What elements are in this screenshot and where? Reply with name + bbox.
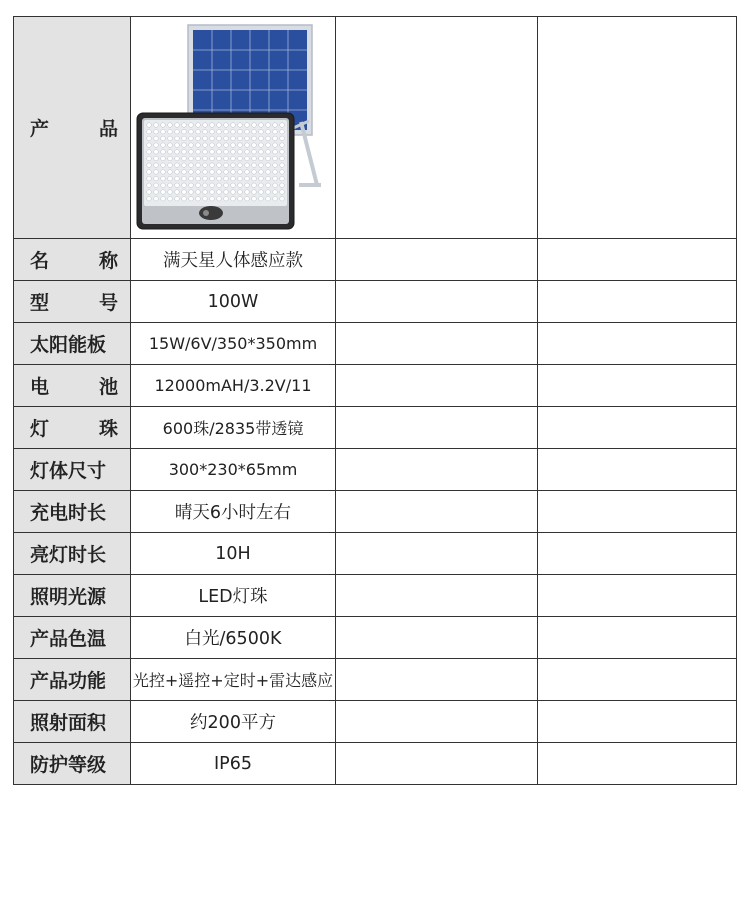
spec-value: 600珠/2835带透镜 xyxy=(131,407,336,449)
spec-value: 满天星人体感应款 xyxy=(131,239,336,281)
spec-label: 照射面积 xyxy=(30,712,107,734)
empty-cell xyxy=(336,491,538,533)
spec-label: 灯 珠 xyxy=(30,418,118,440)
empty-cell xyxy=(538,365,737,407)
label-cell xyxy=(14,617,131,659)
spec-label: 型 号 xyxy=(30,292,118,314)
label-cell xyxy=(14,701,131,743)
empty-cell xyxy=(538,617,737,659)
spec-row xyxy=(14,659,737,701)
empty-cell xyxy=(336,17,538,239)
empty-cell xyxy=(538,659,737,701)
spec-label: 充电时长 xyxy=(30,502,107,524)
empty-cell xyxy=(538,407,737,449)
spec-value: 15W/6V/350*350mm xyxy=(131,323,336,365)
spec-row xyxy=(14,449,737,491)
empty-cell xyxy=(336,365,538,407)
empty-cell xyxy=(336,701,538,743)
solar-flood-light-image xyxy=(131,17,336,238)
empty-cell xyxy=(538,701,737,743)
empty-cell xyxy=(538,239,737,281)
spec-row xyxy=(14,323,737,365)
empty-cell xyxy=(336,449,538,491)
empty-cell xyxy=(538,575,737,617)
label-cell xyxy=(14,365,131,407)
label-cell xyxy=(14,743,131,785)
label-cell xyxy=(14,407,131,449)
label-cell xyxy=(14,281,131,323)
label-cell xyxy=(14,17,131,239)
label-cell xyxy=(14,239,131,281)
empty-cell xyxy=(538,743,737,785)
spec-row xyxy=(14,365,737,407)
spec-value: LED灯珠 xyxy=(131,575,336,617)
spec-row xyxy=(14,281,737,323)
empty-cell xyxy=(538,491,737,533)
label-cell xyxy=(14,491,131,533)
spec-value: 光控+遥控+定时+雷达感应 xyxy=(131,659,336,701)
spec-value: 100W xyxy=(131,281,336,323)
spec-row xyxy=(14,701,737,743)
empty-cell xyxy=(336,533,538,575)
spec-row xyxy=(14,743,737,785)
solar-flood-light-graphic xyxy=(131,17,336,238)
spec-label: 防护等级 xyxy=(30,754,107,776)
spec-row xyxy=(14,491,737,533)
product-image-row xyxy=(14,17,737,239)
empty-cell xyxy=(538,323,737,365)
label-cell xyxy=(14,323,131,365)
spec-value: IP65 xyxy=(131,743,336,785)
spec-value: 白光/6500K xyxy=(131,617,336,659)
empty-cell xyxy=(538,17,737,239)
empty-cell xyxy=(336,323,538,365)
spec-label: 名 称 xyxy=(30,250,118,272)
spec-value: 300*230*65mm xyxy=(131,449,336,491)
spec-value: 约200平方 xyxy=(131,701,336,743)
product-image-cell xyxy=(131,17,336,239)
empty-cell xyxy=(336,239,538,281)
label-cell xyxy=(14,449,131,491)
label-cell xyxy=(14,659,131,701)
spec-label: 灯体尺寸 xyxy=(30,460,107,482)
label-cell xyxy=(14,575,131,617)
spec-table xyxy=(13,16,737,785)
empty-cell xyxy=(538,533,737,575)
label-cell xyxy=(14,533,131,575)
empty-cell xyxy=(336,617,538,659)
spec-row xyxy=(14,575,737,617)
product-label: 产 品 xyxy=(30,118,118,140)
empty-cell xyxy=(336,575,538,617)
spec-value: 12000mAH/3.2V/11 xyxy=(131,365,336,407)
spec-label: 照明光源 xyxy=(30,586,107,608)
empty-cell xyxy=(538,281,737,323)
empty-cell xyxy=(336,407,538,449)
spec-row xyxy=(14,407,737,449)
empty-cell xyxy=(336,281,538,323)
empty-cell xyxy=(538,449,737,491)
spec-row xyxy=(14,533,737,575)
spec-label: 产品色温 xyxy=(30,628,107,650)
spec-label: 亮灯时长 xyxy=(30,544,107,566)
spec-label: 电 池 xyxy=(30,376,118,398)
spec-value: 晴天6小时左右 xyxy=(131,491,336,533)
spec-value: 10H xyxy=(131,533,336,575)
spec-label: 太阳能板 xyxy=(30,334,107,356)
spec-row xyxy=(14,617,737,659)
spec-row xyxy=(14,239,737,281)
empty-cell xyxy=(336,659,538,701)
spec-label: 产品功能 xyxy=(30,670,107,692)
empty-cell xyxy=(336,743,538,785)
